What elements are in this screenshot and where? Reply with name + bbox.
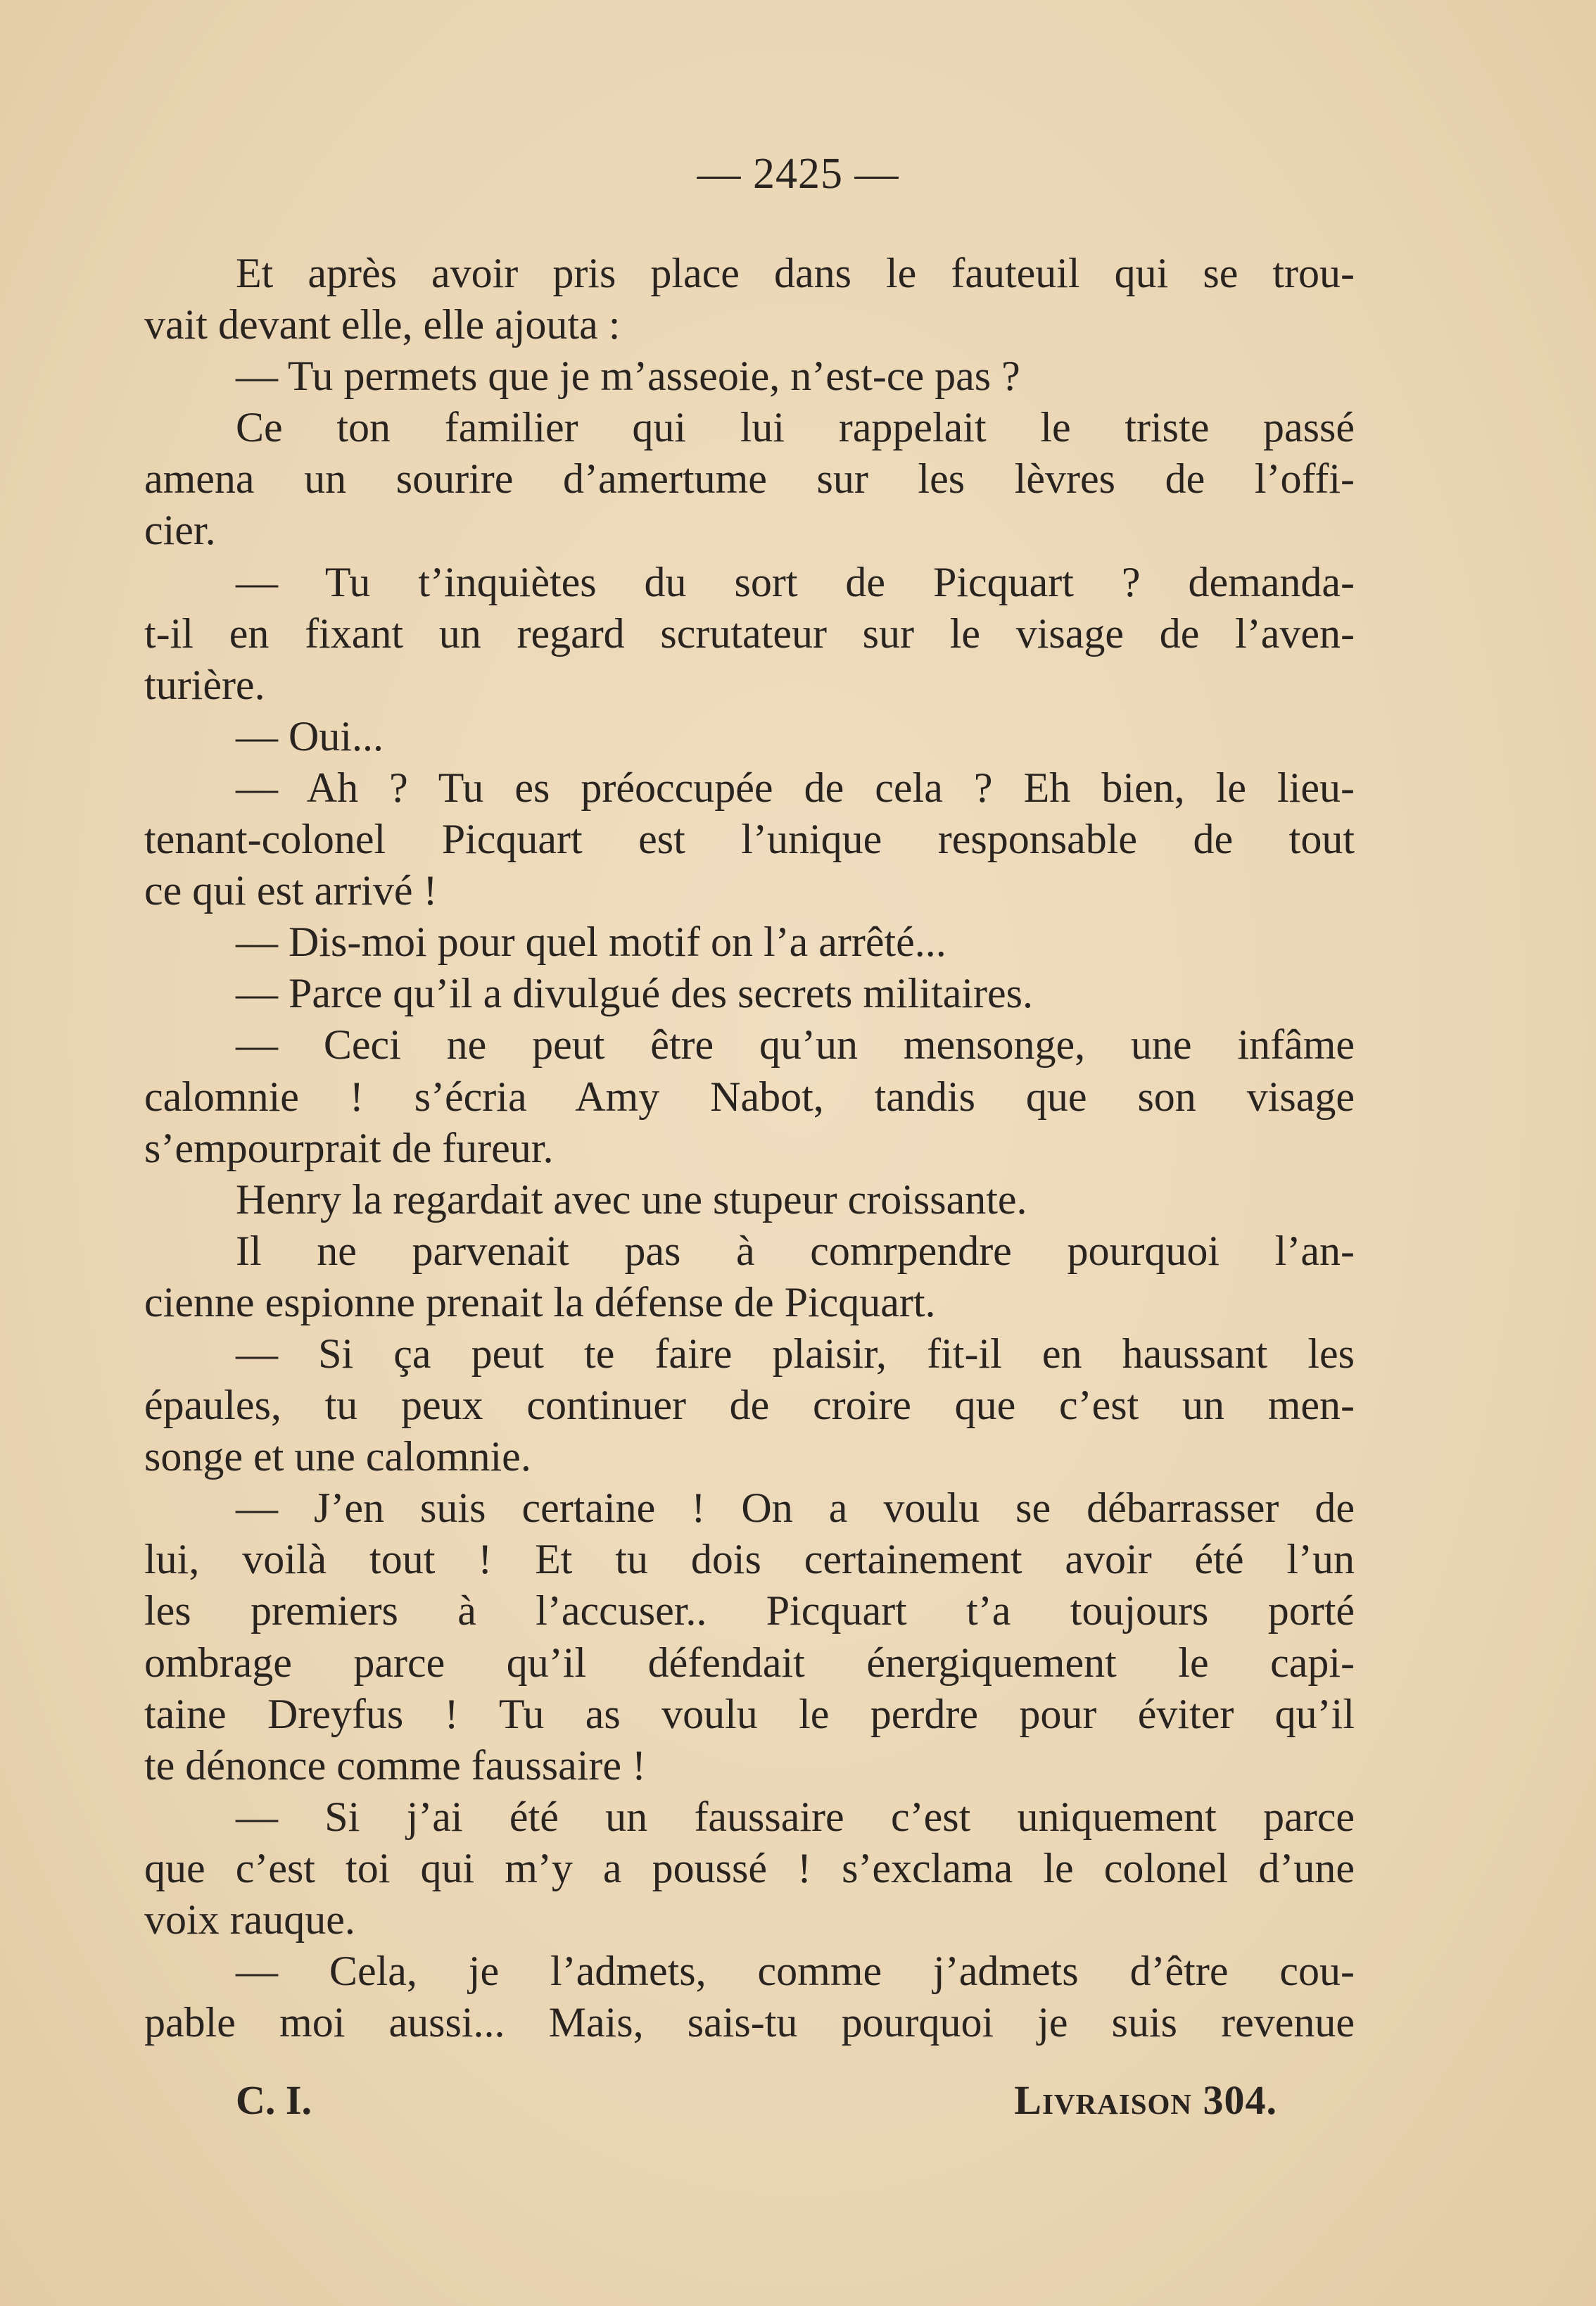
text-line: voix rauque. — [144, 1896, 355, 1943]
text-line: — Ceci ne peut être qu’un mensonge, une infâme — [236, 1021, 1355, 1069]
text-line: taine Dreyfus ! Tu as voulu le perdre pour éviter qu’il — [144, 1690, 1355, 1737]
footer-livraison: Livraison 304. — [1014, 2077, 1277, 2123]
text-line: les premiers à l’accuser.. Picquart t’a toujours porté — [144, 1587, 1355, 1634]
text-line: Henry la regardait avec une stupeur croissante. — [236, 1176, 1027, 1223]
text-line: — Tu permets que je m’asseoie, n’est-ce pas ? — [236, 353, 1020, 400]
text-line: calomnie ! s’écria Amy Nabot, tandis que son visage — [144, 1073, 1355, 1120]
text-line: tenant-colonel Picquart est l’unique responsable de tout — [144, 816, 1355, 863]
text-line: — Cela, je l’admets, comme j’admets d’être cou- — [236, 1948, 1355, 1995]
text-line: — Oui... — [236, 712, 384, 760]
page-number: — 2425 — — [697, 150, 899, 198]
text-line: que c’est toi qui m’y a poussé ! s’exclama le colonel d’une — [144, 1844, 1355, 1891]
text-line: — Si j’ai été un faussaire c’est uniquement parce — [236, 1793, 1355, 1840]
text-line: songe et une calomnie. — [144, 1433, 531, 1480]
page-footer — [236, 2077, 1277, 2133]
text-line: — Si ça peut te faire plaisir, fit-il en haussant les — [236, 1330, 1355, 1377]
text-line: — Dis-moi pour quel motif on l’a arrêté... — [236, 919, 946, 966]
text-line: — Parce qu’il a divulgué des secrets militaires. — [236, 970, 1033, 1017]
text-line: turière. — [144, 661, 265, 708]
text-line: — Ah ? Tu es préoccupée de cela ? Eh bien, le lieu- — [236, 764, 1355, 811]
text-line: ce qui est arrivé ! — [144, 867, 438, 914]
text-line: — Tu t’inquiètes du sort de Picquart ? demanda- — [236, 558, 1355, 605]
body-text — [144, 248, 1355, 2048]
text-line: pable moi aussi... Mais, sais-tu pourquoi je suis revenue — [144, 1999, 1355, 2046]
text-line: vait devant elle, elle ajouta : — [144, 301, 621, 348]
text-line: cier. — [144, 507, 216, 554]
text-line: s’empourprait de fureur. — [144, 1124, 554, 1171]
text-line: lui, voilà tout ! Et tu dois certainement avoir été l’un — [144, 1536, 1355, 1583]
text-line: te dénonce comme faussaire ! — [144, 1741, 646, 1789]
text-line: Il ne parvenait pas à comrpendre pourquoi l’an- — [236, 1227, 1355, 1274]
text-line: épaules, tu peux continuer de croire que c’est un men- — [144, 1382, 1355, 1429]
text-line: cienne espionne prenait la défense de Picquart. — [144, 1278, 936, 1325]
text-line: Et après avoir pris place dans le fauteuil qui se trou- — [236, 250, 1355, 296]
text-line: t-il en fixant un regard scrutateur sur le visage de l’aven- — [144, 610, 1355, 657]
text-line: amena un sourire d’amertume sur les lèvres de l’offi- — [144, 455, 1355, 503]
text-line: — J’en suis certaine ! On a voulu se débarrasser de — [236, 1485, 1355, 1532]
text-line: Ce ton familier qui lui rappelait le triste passé — [236, 404, 1355, 451]
footer-signature: C. I. — [236, 2077, 312, 2123]
text-line: ombrage parce qu’il défendait énergiquement le capi- — [144, 1639, 1355, 1686]
